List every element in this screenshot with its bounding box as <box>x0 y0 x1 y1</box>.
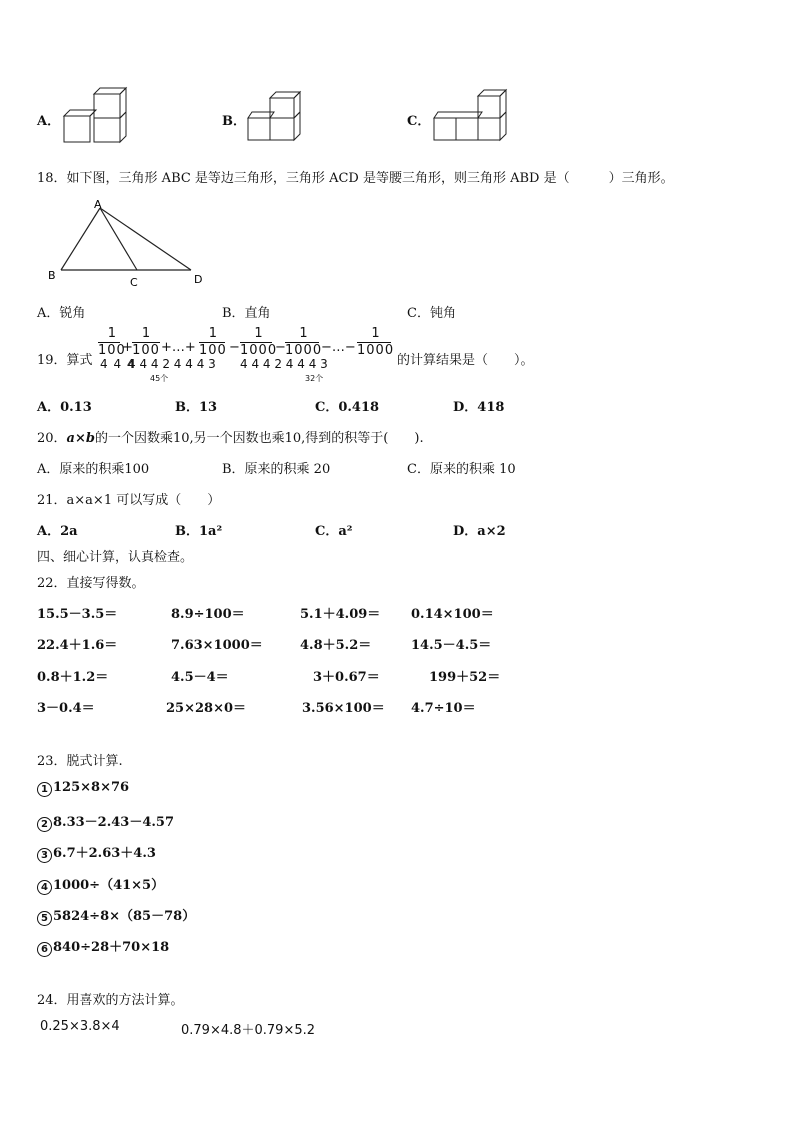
q23-item-2-number: 2 <box>37 817 52 832</box>
q19-frac6-den: 1000 <box>357 343 395 358</box>
q22-r4c2: 25×28×0＝ <box>166 701 247 716</box>
q22-r3c1: 0.8＋1.2＝ <box>37 670 109 685</box>
q21-question: 21．a×a×1 可以写成（ ） <box>37 493 221 508</box>
q22-r1c4: 0.14×100＝ <box>411 607 494 622</box>
q19-fraction-6 <box>357 327 394 358</box>
q18-label-a: A <box>94 198 102 211</box>
q19-frac2-den: 100 <box>132 343 160 358</box>
q23-item-4-number: 4 <box>37 880 52 895</box>
q19-op-3: − <box>229 340 240 355</box>
q17-option-c-label[interactable]: C． <box>407 114 431 129</box>
q18-option-b[interactable]: B．直角 <box>222 306 271 321</box>
q18-question-text: 18．如下图，三角形 ABC 是等边三角形，三角形 ACD 是等腰三角形，则三角形 ABD 是（ ）三角形。 <box>37 171 674 186</box>
q17-option-c-cubes <box>432 88 508 144</box>
q19-op-1: + <box>122 340 133 355</box>
q18-triangle-figure <box>44 196 214 288</box>
q21-option-a[interactable]: A．2a <box>37 524 78 539</box>
q22-r1c3: 5.1＋4.09＝ <box>300 607 381 622</box>
q19-op-4: − <box>275 340 286 355</box>
q22-r4c3: 3.56×100＝ <box>302 701 385 716</box>
q19-suffix: 的计算结果是（ ）。 <box>397 353 534 368</box>
q19-option-b[interactable]: B．13 <box>175 400 218 415</box>
q18-label-b: B <box>48 269 56 282</box>
q19-den-overlay-1: 4 4 4 <box>100 357 136 371</box>
q18-option-c[interactable]: C．钝角 <box>407 306 456 321</box>
q23-item-1 <box>37 780 129 797</box>
q22-r2c3: 4.8＋5.2＝ <box>300 638 372 653</box>
q18-label-d: D <box>194 273 203 286</box>
q19-den-overlay-2: 4 4 4 2 4 4 4 3 <box>128 357 216 371</box>
q19-frac3-num: 1 <box>208 326 218 341</box>
q19-option-d[interactable]: D．418 <box>453 400 505 415</box>
q23-item-5-expr: 5824÷8×（85－78） <box>53 909 196 924</box>
q23-item-1-number: 1 <box>37 782 52 797</box>
q23-item-4 <box>37 874 164 895</box>
q20-option-c[interactable]: C．原来的积乘 10 <box>407 462 516 477</box>
q22-r3c3: 3＋0.67＝ <box>313 670 380 685</box>
q22-r2c2: 7.63×1000＝ <box>171 638 263 653</box>
q24-expr-2: 0.79×4.8＋0.79×5.2 <box>181 1023 316 1038</box>
q19-brace-label-2: 32个 <box>305 374 324 383</box>
q21-option-c[interactable]: C．a² <box>315 524 353 539</box>
q22-r2c4: 14.5－4.5＝ <box>411 638 492 653</box>
q22-r3c2: 4.5－4＝ <box>171 670 229 685</box>
q19-frac1-den: 100 <box>98 343 126 358</box>
q19-fraction-2 <box>132 327 160 358</box>
q17-option-a-cubes <box>62 86 128 146</box>
q23-item-3 <box>37 842 156 863</box>
q20-question <box>37 427 424 446</box>
q19-frac1-num: 1 <box>107 326 117 341</box>
q17-option-b-cubes <box>246 90 302 142</box>
q19-brace-label-1: 45个 <box>150 374 169 383</box>
q22-r1c1: 15.5－3.5＝ <box>37 607 118 622</box>
q19-prefix: 19．算式 <box>37 353 93 368</box>
q20-option-a[interactable]: A．原来的积乘100 <box>37 462 150 477</box>
q20-option-b[interactable]: B．原来的积乘 20 <box>222 462 331 477</box>
q22-r3c4: 199＋52＝ <box>429 670 501 685</box>
q23-item-2-expr: 8.33－2.43－4.57 <box>53 815 174 830</box>
q19-option-c[interactable]: C．0.418 <box>315 400 380 415</box>
q23-item-5-number: 5 <box>37 911 52 926</box>
q19-frac4-num: 1 <box>254 326 263 341</box>
q18-option-a[interactable]: A．锐角 <box>37 306 86 321</box>
q19-frac6-num: 1 <box>371 326 380 341</box>
q17-option-a-label[interactable]: A． <box>37 114 61 129</box>
q18-label-c: C <box>130 276 138 288</box>
q22-title: 22．直接写得数。 <box>37 576 145 591</box>
q23-item-4-expr: 1000÷（41×5） <box>53 878 165 893</box>
q19-fraction-4 <box>240 327 277 358</box>
q20-number: 20． <box>37 431 67 446</box>
q23-item-6-expr: 840÷28＋70×18 <box>53 940 170 955</box>
section-4-heading: 四、细心计算，认真检查。 <box>37 550 194 565</box>
q23-item-2 <box>37 811 174 832</box>
q21-option-d[interactable]: D．a×2 <box>453 524 506 539</box>
q24-title: 24．用喜欢的方法计算。 <box>37 993 184 1008</box>
q23-item-5 <box>37 905 195 926</box>
q23-title: 23．脱式计算. <box>37 754 123 769</box>
q23-item-6-number: 6 <box>37 942 52 957</box>
q22-r4c4: 4.7÷10＝ <box>411 701 476 716</box>
q17-option-b-label[interactable]: B． <box>222 114 246 129</box>
q19-fraction-5 <box>285 327 322 358</box>
q24-expr-1: 0.25×3.8×4 <box>40 1019 120 1034</box>
q22-r4c1: 3－0.4＝ <box>37 701 95 716</box>
q19-fraction-3 <box>199 327 227 358</box>
q20-text: 的一个因数乘10,另一个因数也乘10,得到的积等于( ). <box>94 431 424 446</box>
q23-item-6 <box>37 936 169 957</box>
q22-r2c1: 22.4＋1.6＝ <box>37 638 118 653</box>
q19-op-5: −…− <box>321 340 356 355</box>
q20-expr: a×b <box>66 431 95 446</box>
q22-r1c2: 8.9÷100＝ <box>171 607 245 622</box>
q19-frac3-den: 100 <box>199 343 227 358</box>
q19-frac5-num: 1 <box>299 326 308 341</box>
q19-frac5-den: 1000 <box>285 343 323 358</box>
q19-option-a[interactable]: A．0.13 <box>37 400 92 415</box>
q19-frac2-num: 1 <box>141 326 151 341</box>
q23-item-3-expr: 6.7＋2.63＋4.3 <box>53 846 156 861</box>
q19-frac4-den: 1000 <box>240 343 278 358</box>
q19-den-overlay-3: 4 4 4 2 4 4 4 3 <box>240 357 328 371</box>
q19-op-2: +…+ <box>161 340 196 355</box>
q21-option-b[interactable]: B．1a² <box>175 524 223 539</box>
q23-item-3-number: 3 <box>37 848 52 863</box>
q23-item-1-expr: 125×8×76 <box>53 780 130 795</box>
